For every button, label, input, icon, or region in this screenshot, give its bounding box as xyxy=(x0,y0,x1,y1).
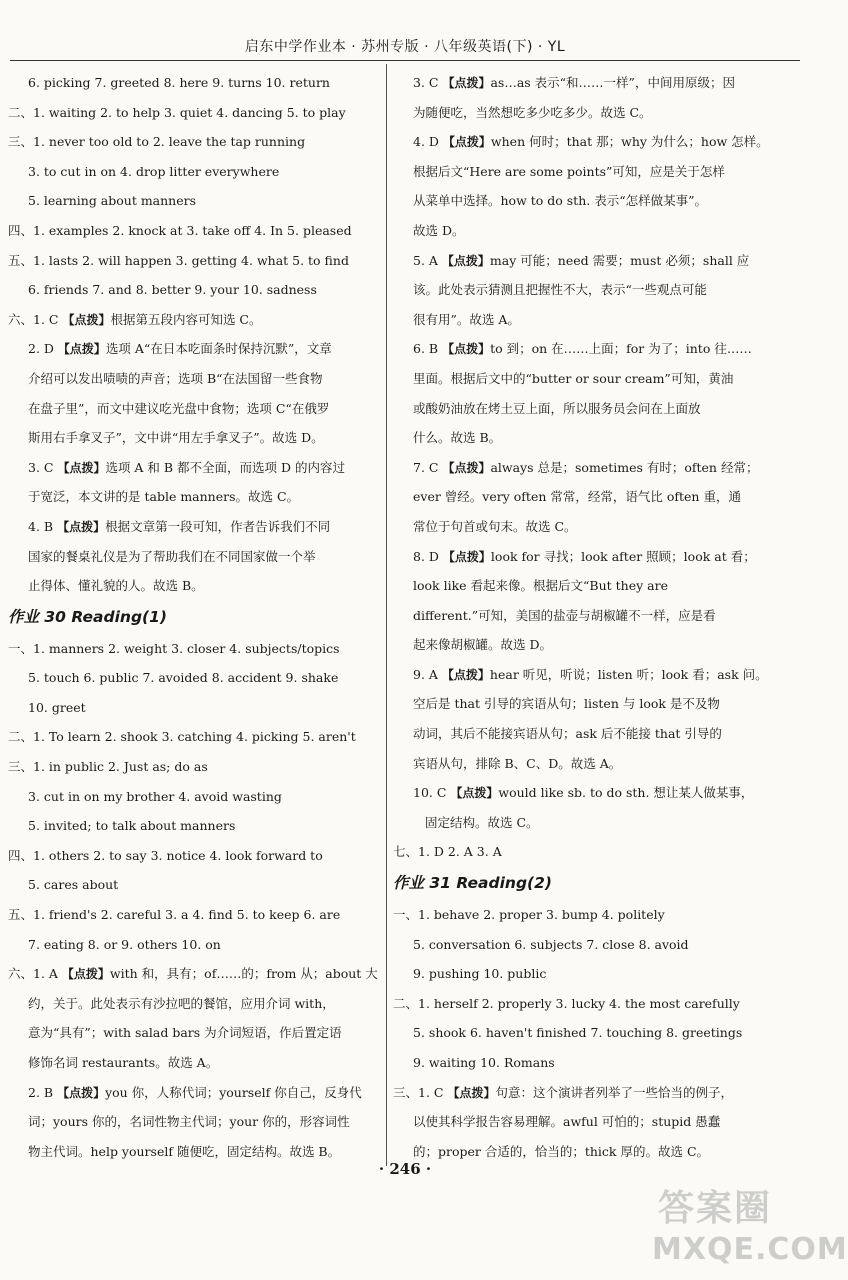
answer-number: 3. C xyxy=(28,459,58,475)
answer-text: look for 寻找；look after 照顾；look at 看； xyxy=(490,548,756,564)
answer-line: 5. shook 6. haven't finished 7. touching 8. greetings xyxy=(413,1025,743,1041)
watermark-logo xyxy=(652,1180,848,1276)
answer-line xyxy=(393,542,805,572)
answer-line: 9. pushing 10. public xyxy=(413,966,547,982)
page-header xyxy=(0,0,810,62)
answer-text: 选项 A“在日本吃面条时保持沉默”，文章 xyxy=(105,341,332,357)
answer-line: 5. invited; to talk about manners xyxy=(28,818,236,834)
answer-line: 3. to cut in on 4. drop litter everywhere xyxy=(28,163,280,179)
answer-line: 故选 D。 xyxy=(413,222,465,238)
tip-label: 【点拨】 xyxy=(442,76,491,90)
answer-text: 句意：这个演讲者列举了一些恰当的例子， xyxy=(495,1084,733,1100)
answer-line: 一、1. manners 2. weight 3. closer 4. subjects/topics xyxy=(8,640,340,656)
answer-line: 9. waiting 10. Romans xyxy=(413,1055,555,1070)
answer-line xyxy=(393,660,805,690)
answer-line: 三、1. in public 2. Just as; do as xyxy=(8,759,208,775)
column-divider xyxy=(386,64,387,1166)
answer-line: 动词，其后不能接宾语从句；ask 后不能接 that 引导的 xyxy=(413,726,722,742)
watermark-url: MXQE.COM xyxy=(652,1232,848,1267)
watermark-text: 答案圈 xyxy=(658,1188,773,1229)
answer-line: 该。此处表示猜测且把握性不大，表示“一些观点可能 xyxy=(413,282,707,298)
answer-line xyxy=(8,959,380,989)
answer-line: 二、1. waiting 2. to help 3. quiet 4. dancing 5. to play xyxy=(8,104,346,120)
tip-label: 【点拨】 xyxy=(442,460,491,475)
answer-line: 二、1. herself 2. properly 3. lucky 4. the most carefully xyxy=(393,995,740,1011)
left-column xyxy=(8,68,380,1166)
answer-text: 根据第五段内容可知选 C。 xyxy=(110,311,262,327)
answer-line xyxy=(8,305,380,335)
tip-label: 【点拨】 xyxy=(62,312,111,327)
answer-line: 意为“具有”；with salad bars 为介词短语，作后置定语 xyxy=(28,1025,342,1041)
answer-number: 9. A xyxy=(413,666,442,682)
answer-number: 2. D xyxy=(28,341,58,357)
answer-text: always 总是；sometimes 有时；often 经常； xyxy=(490,459,759,475)
answer-line: 词；yours 你的，名词性物主代词；your 你的，形容词性 xyxy=(28,1114,350,1130)
tip-label: 【点拨】 xyxy=(57,342,106,357)
answer-line: 7. eating 8. or 9. others 10. on xyxy=(28,936,221,952)
answer-line: 从菜单中选择。how to do sth. 表示“怎样做某事”。 xyxy=(413,193,707,209)
answer-line: 5. learning about manners xyxy=(28,193,197,209)
answer-line: 起来像胡椒罐。故选 D。 xyxy=(413,637,552,653)
answer-line xyxy=(393,127,805,157)
answer-line: 于宽泛，本文讲的是 table manners。故选 C。 xyxy=(28,489,300,505)
answer-line: 五、1. lasts 2. will happen 3. getting 4. what 5. to find xyxy=(8,252,349,268)
tip-label: 【点拨】 xyxy=(57,519,106,534)
answer-line: 5. conversation 6. subjects 7. close 8. avoid xyxy=(413,936,689,952)
answer-line: 一、1. behave 2. proper 3. bump 4. politely xyxy=(393,907,665,923)
answer-line: 三、1. never too old to 2. leave the tap running xyxy=(8,134,306,150)
answer-number: 4. B xyxy=(28,518,58,534)
answer-line: 介绍可以发出啧啧的声音；选项 B“在法国留一些食物 xyxy=(28,370,323,386)
answer-line: 七、1. D 2. A 3. A xyxy=(393,844,502,860)
page-number: · 246 · xyxy=(378,1160,432,1178)
tip-label: 【点拨】 xyxy=(441,667,490,682)
header-rule xyxy=(10,60,800,61)
tip-label: 【点拨】 xyxy=(447,1085,496,1100)
answer-number: 5. A xyxy=(413,252,442,268)
answer-text: 选项 A 和 B 都不全面，而选项 D 的内容过 xyxy=(105,459,346,475)
answer-number: 六、1. C xyxy=(8,311,63,327)
answer-text: hear 听见，听说；listen 听；look 看；ask 问。 xyxy=(489,666,768,682)
tip-label: 【点拨】 xyxy=(57,1085,106,1100)
answer-line: look like 看起来像。根据后文“But they are xyxy=(413,578,668,594)
answer-line: 止得体、懂礼貌的人。故选 B。 xyxy=(28,578,204,594)
answer-line xyxy=(393,1078,805,1108)
answer-line: 常位于句首或句末。故选 C。 xyxy=(413,518,577,534)
tip-label: 【点拨】 xyxy=(442,135,491,150)
answer-line: 四、1. others 2. to say 3. notice 4. look forward to xyxy=(8,847,323,863)
answer-line: 5. cares about xyxy=(28,877,119,893)
answer-line: 很有用”。故选 A。 xyxy=(413,311,520,327)
tip-label: 【点拨】 xyxy=(442,549,491,564)
answer-line: 空后是 that 引导的宾语从句；listen 与 look 是不及物 xyxy=(413,696,720,712)
tip-label: 【点拨】 xyxy=(442,342,491,357)
answer-number: 10. C xyxy=(413,785,451,801)
answer-line xyxy=(8,512,380,542)
answer-line: 五、1. friend's 2. careful 3. a 4. find 5. to keep 6. are xyxy=(8,907,341,923)
answer-line: 在盘子里”，而文中建议吃光盘中食物；选项 C“在俄罗 xyxy=(28,400,330,416)
answer-number: 六、1. A xyxy=(8,966,62,982)
answer-number: 三、1. C xyxy=(393,1084,448,1100)
answer-line xyxy=(393,334,805,364)
answer-line: 或酸奶油放在烤土豆上面，所以服务员会问在上面放 xyxy=(413,400,701,416)
right-column xyxy=(393,68,805,1166)
answer-text: may 可能；need 需要；must 必须；shall 应 xyxy=(489,252,750,268)
answer-text: to 到；on 在……上面；for 为了；into 往…… xyxy=(490,341,752,357)
answer-line: 四、1. examples 2. knock at 3. take off 4. In 5. pleased xyxy=(8,222,352,238)
tip-label: 【点拨】 xyxy=(57,460,106,475)
answer-line: 里面。根据后文中的“butter or sour cream”可知，黄油 xyxy=(413,370,734,386)
answer-line: 约，关于。此处表示有沙拉吧的餐馆，应用介词 with， xyxy=(28,995,335,1011)
tip-label: 【点拨】 xyxy=(441,253,490,268)
book-title: 启东中学作业本 · 苏州专版 · 八年级英语(下) · YL xyxy=(244,39,566,55)
answer-line: 为随便吃，当然想吃多少吃多少。故选 C。 xyxy=(413,104,652,120)
answer-number: 7. C xyxy=(413,459,443,475)
answer-line: 5. touch 6. public 7. avoided 8. accident 9. shake xyxy=(28,670,339,686)
answer-number: 4. D xyxy=(413,134,443,150)
answer-number: 2. B xyxy=(28,1084,58,1100)
answer-line xyxy=(393,778,805,808)
answer-number: 6. B xyxy=(413,341,443,357)
answer-number: 8. D xyxy=(413,548,443,564)
answer-line: 6. friends 7. and 8. better 9. your 10. sadness xyxy=(28,282,317,298)
answer-line: 宾语从句，排除 B、C、D。故选 A。 xyxy=(413,755,622,771)
answer-text: when 何时；that 那；why 为什么；how 怎样。 xyxy=(490,134,769,150)
answer-line: 3. cut in on my brother 4. avoid wasting xyxy=(28,788,282,804)
tip-label: 【点拨】 xyxy=(450,786,499,801)
answer-line: different.”可知，美国的盐壶与胡椒罐不一样，应是看 xyxy=(413,607,716,623)
answer-text: 根据文章第一段可知，作者告诉我们不同 xyxy=(105,518,331,534)
answer-text: with 和，具有；of……的；from 从；about 大 xyxy=(109,966,378,982)
answer-line: 国家的餐桌礼仪是为了帮助我们在不同国家做一个举 xyxy=(28,548,316,564)
answer-line: ever 曾经。very often 常常，经常，语气比 often 重，通 xyxy=(413,489,741,505)
answer-line xyxy=(8,334,380,364)
answer-line: 斯用右手拿叉子”，文中讲“用左手拿叉子”。故选 D。 xyxy=(28,430,324,446)
answer-line xyxy=(393,68,805,98)
section-title: 作业 30 Reading(1) xyxy=(8,607,167,626)
answer-line xyxy=(8,1078,380,1108)
answer-line: 根据后文“Here are some points”可知，应是关于怎样 xyxy=(413,163,725,179)
answer-text: as…as 表示“和……一样”，中间用原级；因 xyxy=(490,75,735,90)
answer-text: would like sb. to do sth. 想让某人做某事， xyxy=(498,785,754,801)
answer-line: 什么。故选 B。 xyxy=(413,430,502,446)
answer-line xyxy=(8,453,380,483)
answer-line: 物主代词。help yourself 随便吃，固定结构。故选 B。 xyxy=(28,1143,341,1159)
answer-line xyxy=(393,453,805,483)
answer-number: 3. C xyxy=(413,75,443,90)
tip-label: 【点拨】 xyxy=(61,967,110,982)
answer-text: you 你，人称代词；yourself 你自己，反身代 xyxy=(105,1084,362,1100)
answer-line xyxy=(393,246,805,276)
answer-line: 固定结构。故选 C。 xyxy=(425,814,539,830)
answer-line: 10. greet xyxy=(28,699,86,715)
answer-line: 二、1. To learn 2. shook 3. catching 4. picking 5. aren't xyxy=(8,729,356,745)
answer-line: 以使其科学报告容易理解。awful 可怕的；stupid 愚蠢 xyxy=(413,1114,721,1130)
section-title: 作业 31 Reading(2) xyxy=(393,874,552,893)
answer-line: 修饰名词 restaurants。故选 A。 xyxy=(28,1055,219,1070)
answer-line: 6. picking 7. greeted 8. here 9. turns 10. return xyxy=(28,75,330,90)
answer-line: 的；proper 合适的，恰当的；thick 厚的。故选 C。 xyxy=(413,1143,710,1159)
